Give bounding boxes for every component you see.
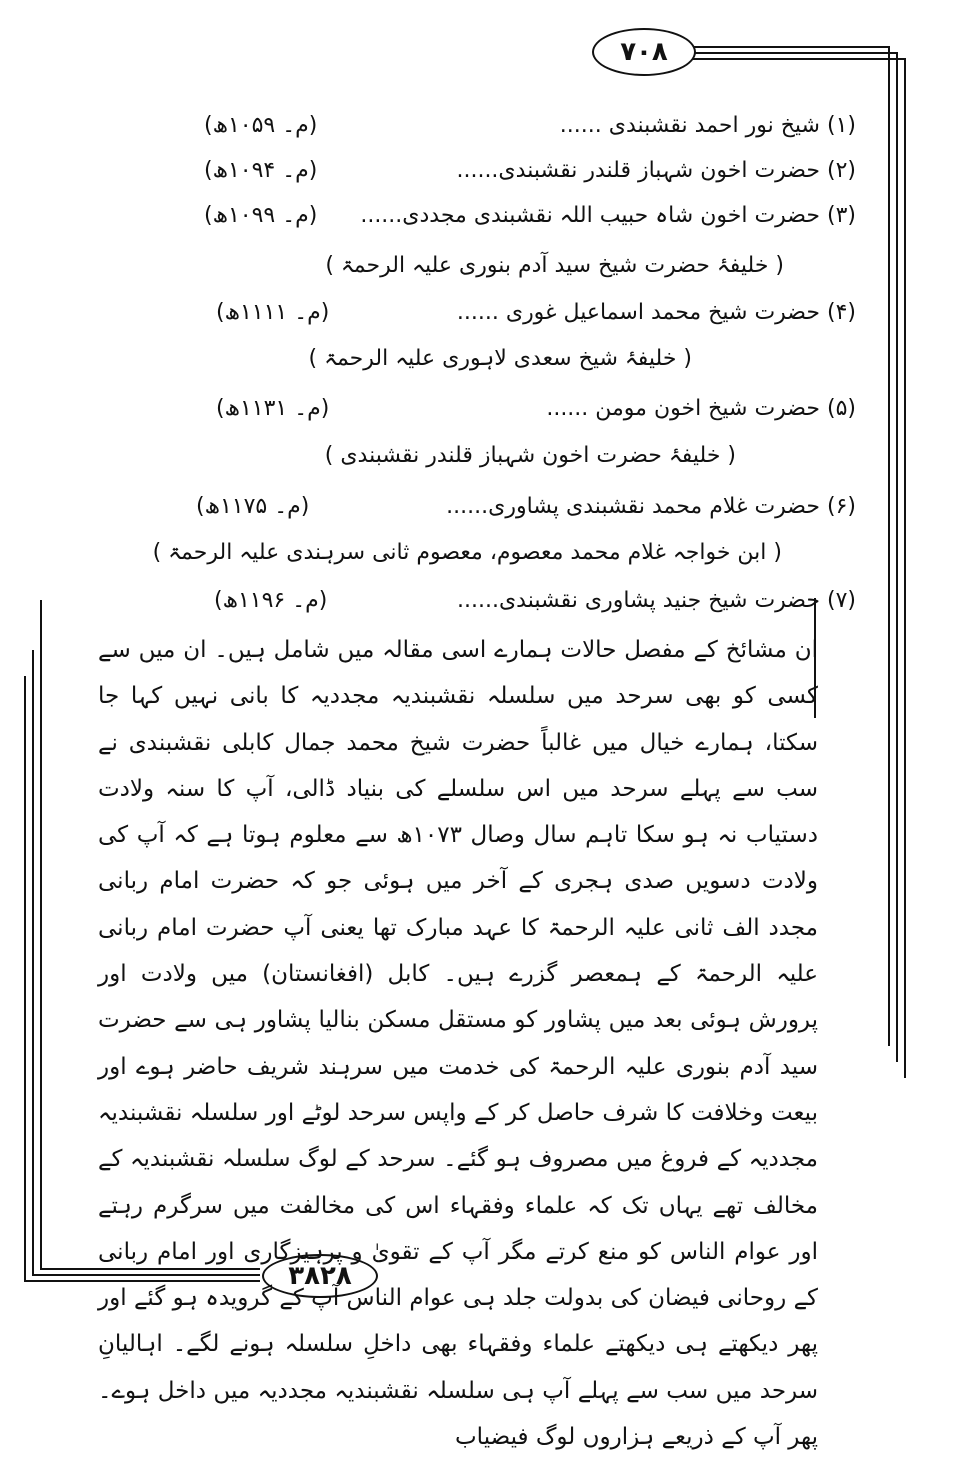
entry-name: حضرت شیخ محمد اسماعیل غوری ...... <box>456 300 820 325</box>
entry-number: (۴) <box>826 300 856 325</box>
entry-number: (۶) <box>826 494 856 519</box>
list-item <box>457 300 856 325</box>
entry-number: (۷) <box>826 588 856 613</box>
frame-left-line <box>24 676 26 1282</box>
entry-date: (م۔ ۱۰۹۴ھ) <box>204 158 318 183</box>
entry-name: حضرت غلام محمد نقشبندی پشاوری...... <box>446 494 820 519</box>
page-number-bottom-text: ۳۸۲۸ <box>288 1261 352 1291</box>
frame-top-line <box>680 52 896 54</box>
paragraph-line: نقشبندیہ مجددیہ کا بانی نہیں کہا جا سکتا، ہمارے خیال میں غالباً حضرت شیخ محمد جمال کابلی نقشبندی نے سب <box>98 683 819 802</box>
entry-date: (م۔ ۱۱۱۱ھ) <box>216 300 330 325</box>
entry-note: ( خلیفۂ حضرت شیخ سید آدم بنوری علیہ الرحمۃ ) <box>325 253 784 278</box>
entry-number: (۲) <box>826 158 856 183</box>
page-number-top-text: ۷۰۸ <box>620 37 668 67</box>
list-item <box>360 203 856 228</box>
entry-date: (م۔ ۱۱۳۱ھ) <box>216 396 330 421</box>
entry-number: (۵) <box>826 396 856 421</box>
list-item <box>560 113 856 138</box>
entry-number: (۱) <box>826 113 856 138</box>
paragraph-line: مجدد الف ثانی علیہ الرحمۃ کا عہد مبارک تھا یعنی آپ حضرت امام ربانی علیہ الرحمۃ کے ہمعصر گزرے <box>98 914 819 988</box>
entry-date: (م۔ ۱۱۹۶ھ) <box>214 588 328 613</box>
frame-top-line <box>680 58 904 60</box>
frame-right-line <box>896 52 898 1062</box>
paragraph-line: سلسلہ نقشبندیہ کے مخالف تھے یہاں تک کہ علماء وفقہاء اس کی مخالفت میں سرگرم رہتے اور عوام الناس کو منع <box>98 1146 819 1265</box>
paragraph-line: حضرت سید آدم بنوری علیہ الرحمۃ کی خدمت میں سرہند شریف حاضر ہوے اور بیعت وخلافت کا شرف <box>98 1007 818 1126</box>
paragraph-line: کرتے مگر آپ کے تقویٰ و پرہیزگاری اور امام ربانی کے روحانی فیضان کی بدولت جلد ہی عوام الناس آپ <box>98 1238 819 1312</box>
entry-name: حضرت شیخ جنید پشاوری نقشبندی...... <box>456 588 820 613</box>
frame-top-line <box>680 46 888 48</box>
entry-note: ( خلیفۂ شیخ سعدی لاہوری علیہ الرحمۃ ) <box>308 346 692 371</box>
page-number-top <box>592 28 696 76</box>
paragraph-line: سے پہلے سرحد میں اس سلسلے کی بنیاد ڈالی، آپ کا سنہ ولادت دستیاب نہ ہو سکا تاہم سال وصال ۱۰۷۳ھ <box>98 775 818 849</box>
entry-name: حضرت شیخ اخون مومن ...... <box>546 396 820 421</box>
frame-right-line <box>888 46 890 1046</box>
entry-date: (م۔ ۱۰۵۹ھ) <box>204 113 318 138</box>
frame-left-line <box>40 600 42 1270</box>
frame-right-line <box>904 58 906 1078</box>
paragraph-line: سے پہلے آپ ہی سلسلہ نقشبندیہ مجددیہ میں داخل ہوے۔ پھر آپ کے ذریعے ہزاروں لوگ فیضیاب <box>98 1377 818 1451</box>
entry-note: ( ابن خواجہ غلام محمد معصوم، معصوم ثانی سرہندی علیہ الرحمۃ ) <box>152 540 782 565</box>
paragraph-line: حاصل کر کے واپس سرحد لوٹے اور سلسلہ نقشبندیہ مجددیہ کے فروغ میں مصروف ہو گئے۔ سرحد کے لوگ <box>98 1099 818 1173</box>
entry-name: حضرت اخون شہباز قلندر نقشبندی...... <box>456 158 820 183</box>
entry-name: شیخ نور احمد نقشبندی ...... <box>559 113 820 138</box>
paragraph-line: ان مشائخ کے مفصل حالات ہمارے اسی مقالہ میں شامل ہیں۔ ان میں سے کسی کو بھی سرحد میں سلسلہ <box>98 637 818 710</box>
entry-number: (۳) <box>826 203 856 228</box>
entry-note: ( خلیفۂ حضرت اخون شہباز قلندر نقشبندی ) <box>324 443 736 468</box>
paragraph-line: ہیں۔ کابل (افغانستان) میں ولادت اور پرورش ہوئی بعد میں پشاور کو مستقل مسکن بنالیا پشاور ہی سے <box>98 961 819 1034</box>
entry-date: (م۔ ۱۱۷۵ھ) <box>196 494 310 519</box>
paragraph-line: کے گرویدہ ہو گئے اور پھر دیکھتے ہی دیکھتے علماء وفقہاء بھی داخلِ سلسلہ ہونے لگے۔ اہالیانِ سرحد میں سب <box>98 1285 819 1404</box>
list-item <box>456 158 856 183</box>
list-item <box>546 396 856 421</box>
paragraph-line: سے معلوم ہوتا ہے کہ آپ کی ولادت دسویں صدی ہجری کے آخر میں ہوئی جو کہ حضرت امام ربانی <box>98 822 818 895</box>
list-item <box>446 494 856 519</box>
frame-left-line <box>32 650 34 1276</box>
entry-date: (م۔ ۱۰۹۹ھ) <box>204 203 318 228</box>
entry-name: حضرت اخون شاہ حبیب اللہ نقشبندی مجددی...... <box>360 203 820 228</box>
body-paragraph <box>98 627 818 1460</box>
list-item <box>457 588 856 613</box>
